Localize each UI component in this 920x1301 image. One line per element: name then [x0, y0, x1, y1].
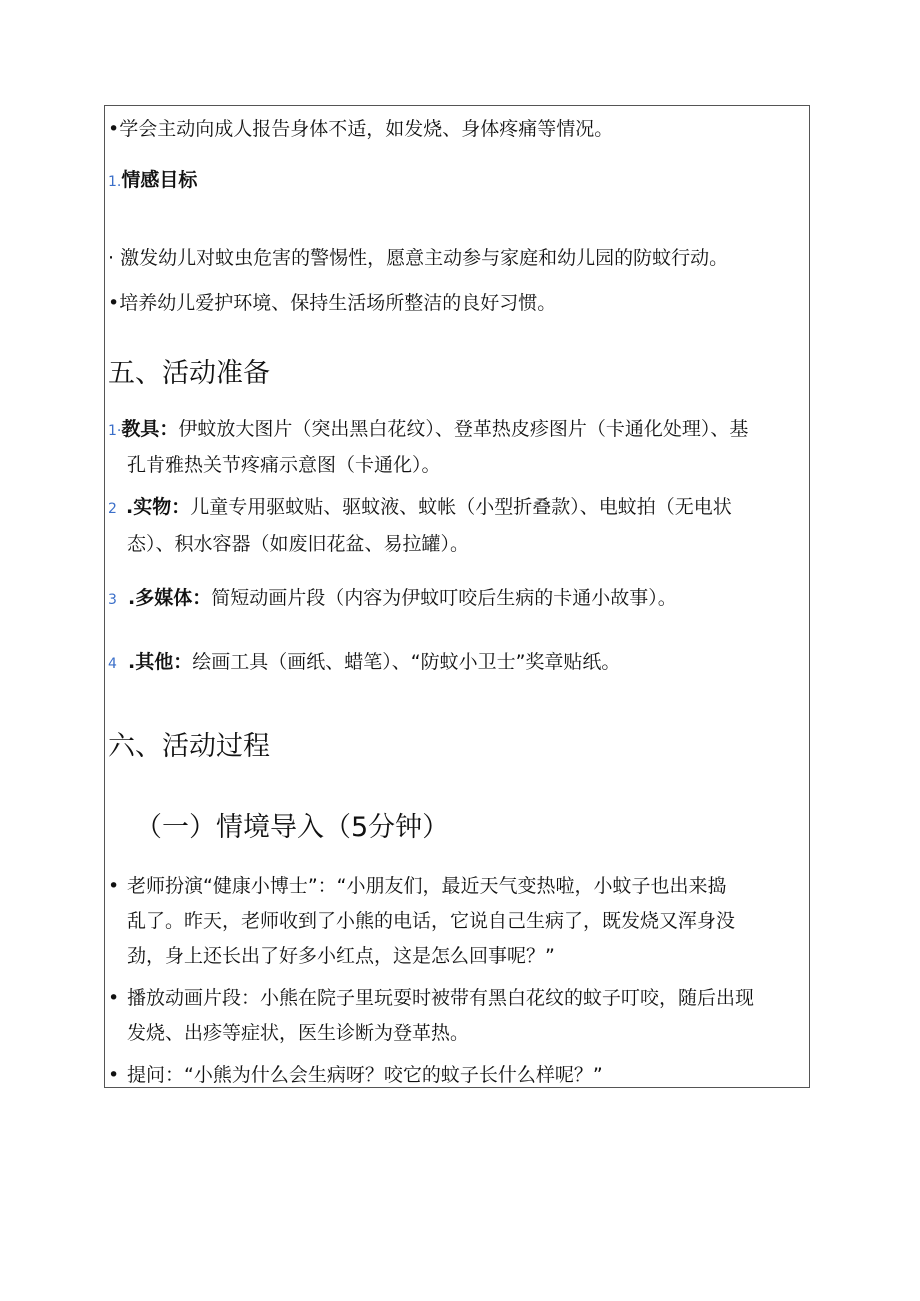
- emotion-goal-item-1: [108, 245, 728, 271]
- process-bullet-3: [108, 1062, 603, 1088]
- heading-text: 情感目标: [121, 169, 198, 191]
- prep-item-3: [108, 585, 677, 613]
- list-number: 2: [108, 501, 117, 517]
- sub-section-title: （一）情境导入（5分钟）: [135, 812, 450, 843]
- prep-label: 教具：: [121, 418, 179, 440]
- bullet: •: [108, 292, 120, 314]
- process-bullet-2-cont: 发烧、出疹等症状，医生诊断为登革热。: [127, 1022, 470, 1044]
- process-bullet-1-cont: 劲，身上还长出了好多小红点，这是怎么回事呢？”: [127, 945, 555, 967]
- bullet-text: 播放动画片段：小熊在院子里玩耍时被带有黑白花纹的蚊子叮咬，随后出现: [127, 987, 755, 1009]
- prep-text: 儿童专用驱蚊贴、驱蚊液、蚊帐（小型折叠款）、电蚊拍（无电状: [190, 496, 732, 518]
- prep-text: 伊蚊放大图片（突出黑白花纹）、登革热皮疹图片（卡通化处理）、基: [178, 418, 749, 440]
- skill-goal-text: 学会主动向成人报告身体不适，如发烧、身体疼痛等情况。: [119, 118, 614, 140]
- section-title: 五、活动准备: [108, 358, 270, 389]
- bullet: •: [108, 118, 120, 140]
- item-text: 培养幼儿爱护环境、保持生活场所整洁的良好习惯。: [119, 292, 557, 314]
- bullet: ·: [108, 247, 115, 269]
- prep-label: .多媒体：: [128, 587, 212, 609]
- prep-item-2-cont: 态）、积水容器（如废旧花盆、易拉罐）。: [127, 533, 470, 555]
- prep-item-1-cont: 孔肯雅热关节疼痛示意图（卡通化）。: [127, 454, 441, 476]
- emotion-goal-item-2: [108, 290, 556, 316]
- list-number: 3: [108, 592, 117, 608]
- section-title: 六、活动过程: [108, 731, 270, 762]
- bullet: •: [108, 1064, 120, 1086]
- bullet: •: [108, 875, 120, 897]
- list-number: 4: [108, 656, 117, 672]
- process-bullet-1-cont: 乱了。昨天，老师收到了小熊的电话，它说自己生病了，既发烧又浑身没: [127, 910, 736, 932]
- prep-label: .实物：: [126, 496, 191, 518]
- bullet-text: 老师扮演“健康小博士”：“小朋友们，最近天气变热啦，小蚊子也出来捣: [127, 875, 727, 897]
- bullet: •: [108, 987, 120, 1009]
- item-text: 激发幼儿对蚊虫危害的警惕性，愿意主动参与家庭和幼儿园的防蚊行动。: [114, 247, 729, 269]
- list-number: 1·: [108, 423, 122, 439]
- process-bullet-2: [108, 985, 754, 1011]
- prep-label: .其他：: [128, 651, 193, 673]
- bullet-text: 提问：“小熊为什么会生病呀？咬它的蚊子长什么样呢？”: [127, 1064, 603, 1086]
- prep-item-4: [108, 649, 620, 677]
- prep-item-1: [108, 416, 748, 444]
- list-number: 1.: [108, 174, 122, 190]
- prep-item-2: [108, 494, 732, 522]
- process-bullet-1: [108, 873, 727, 899]
- emotion-goal-heading: [108, 167, 197, 195]
- skill-goal-line: [108, 116, 613, 142]
- prep-text: 绘画工具（画纸、蜡笔）、“防蚊小卫士”奖章贴纸。: [192, 651, 621, 673]
- prep-text: 简短动画片段（内容为伊蚊叮咬后生病的卡通小故事）。: [211, 587, 677, 609]
